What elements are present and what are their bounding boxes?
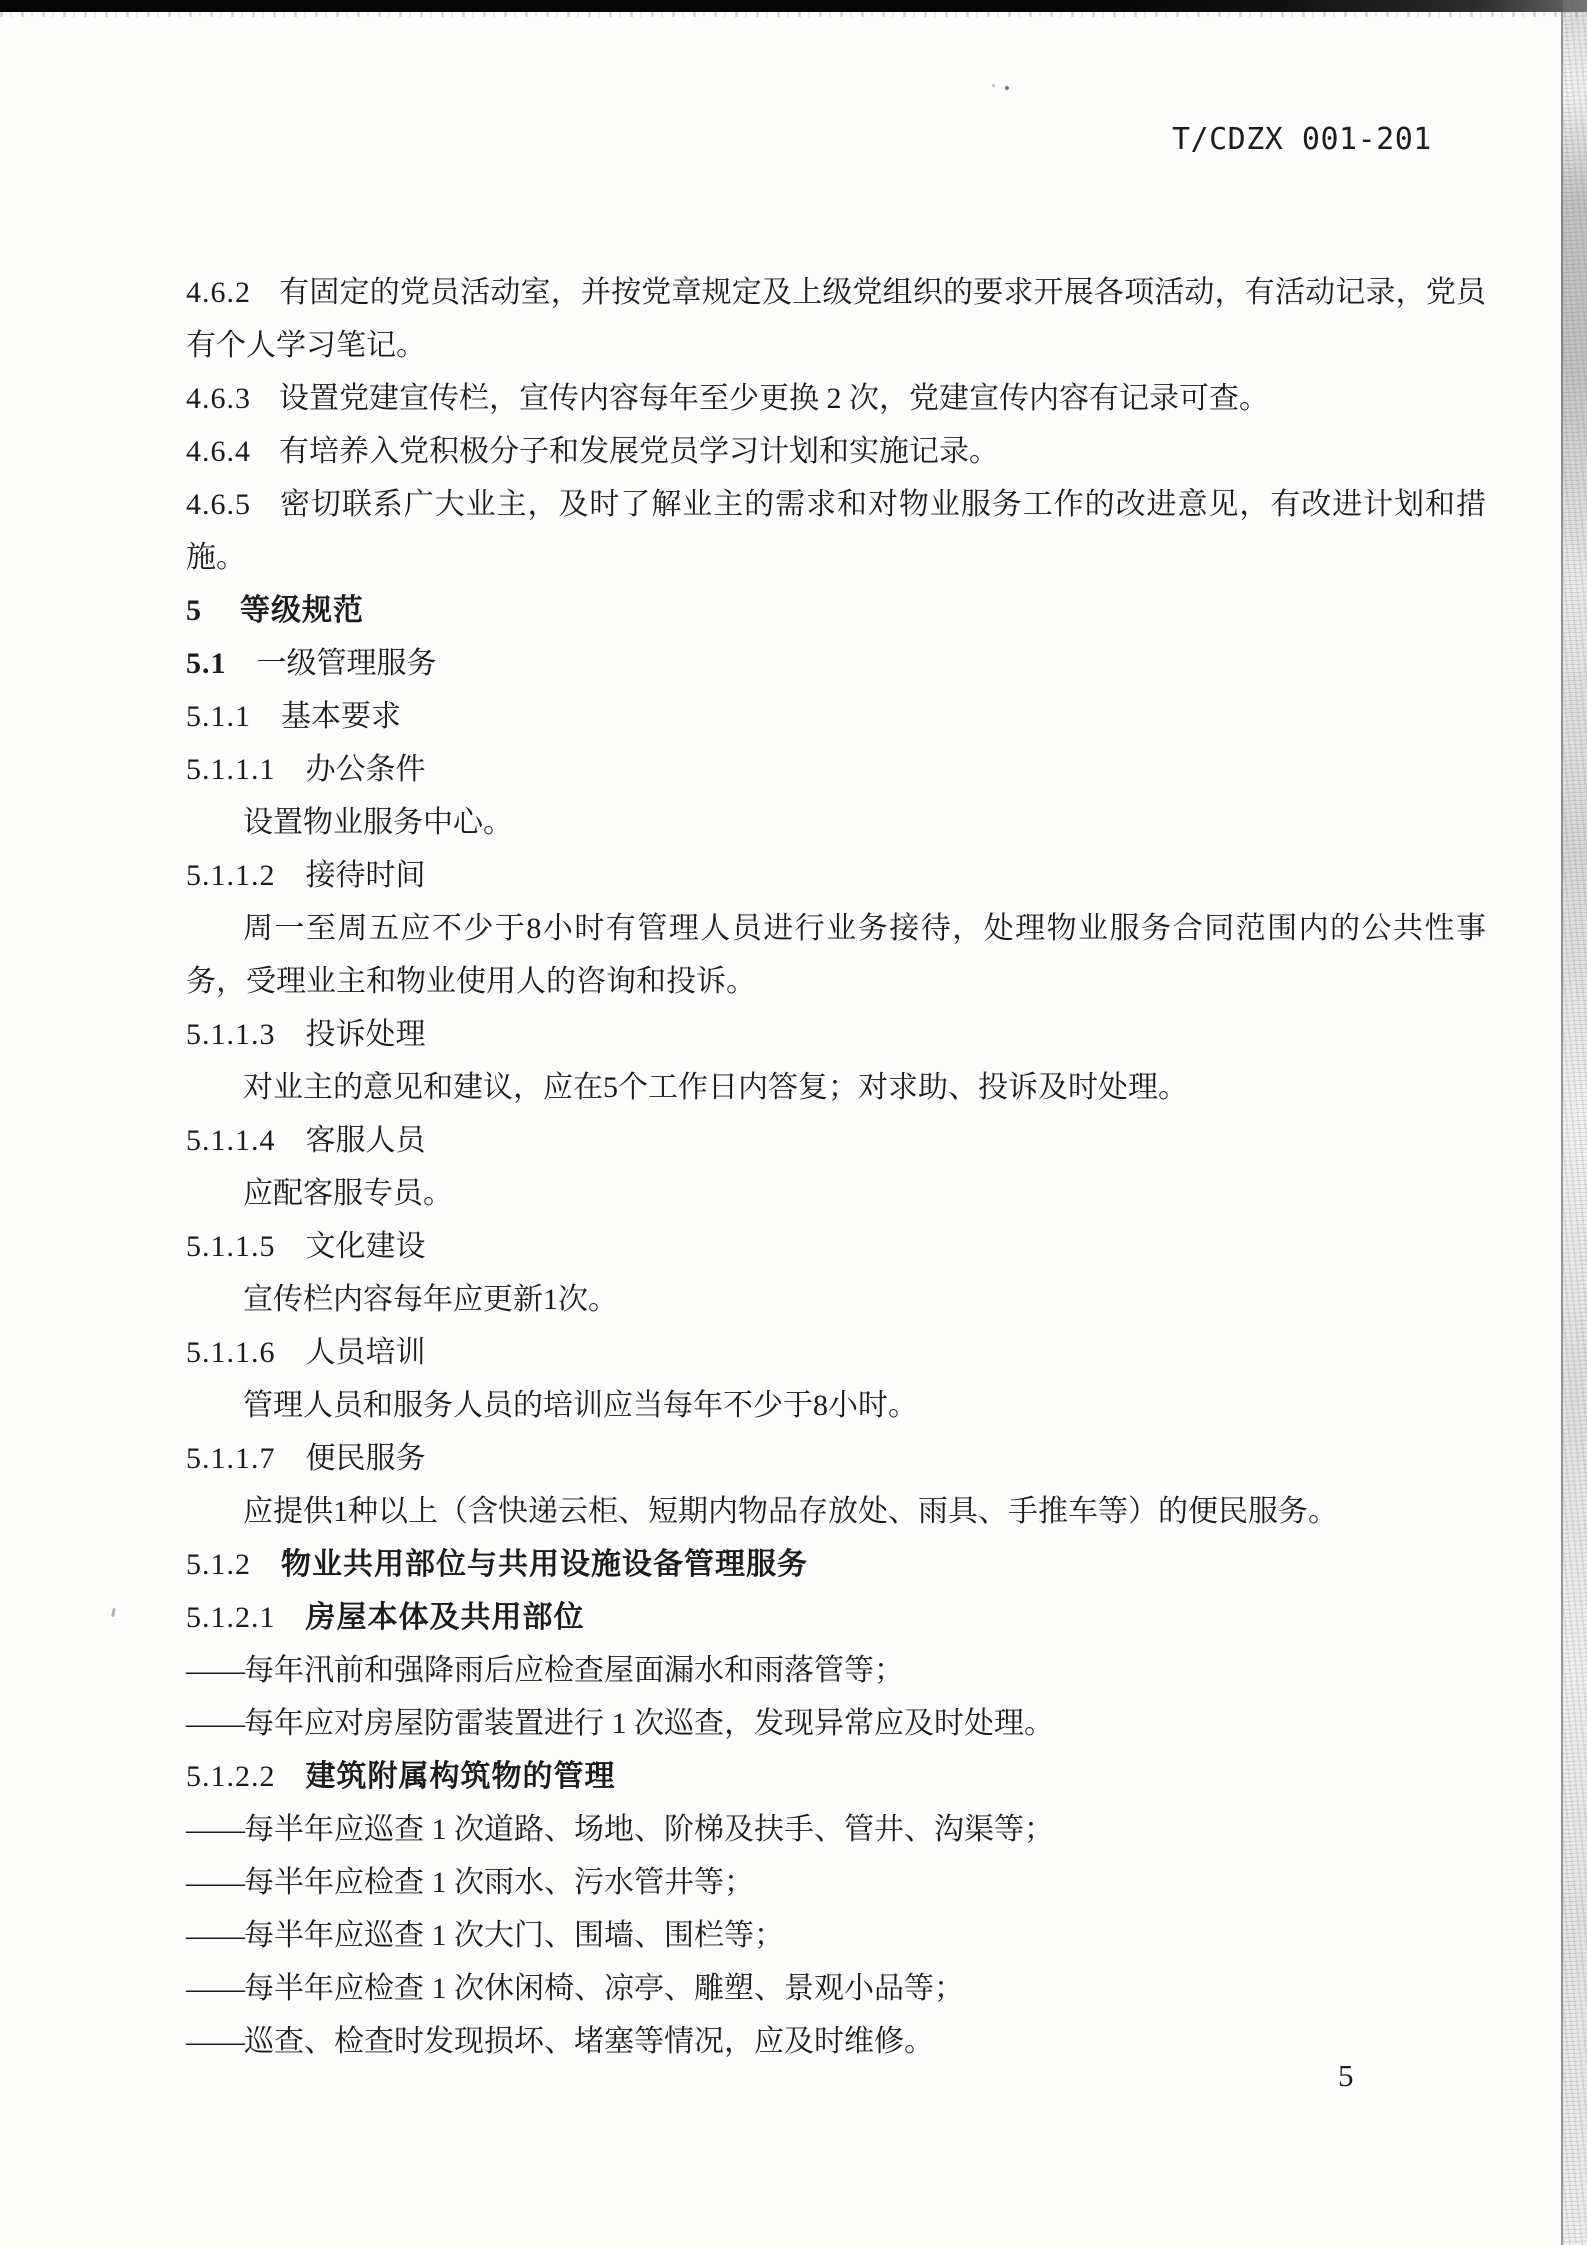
dash-item	[186, 1644, 1486, 1697]
body-paragraph	[186, 1167, 1486, 1220]
dash-item	[186, 1962, 1486, 2015]
dash-prefix: ——	[186, 1707, 244, 1740]
paragraph-text: 应提供1种以上（含快递云柜、短期内物品存放处、雨具、手推车等）的便民服务。	[243, 1495, 1338, 1528]
paragraph-text: 有固定的党员活动室，并按党章规定及上级党组织的要求开展各项活动，有活动记录，党员有个人学习笔记。	[186, 276, 1486, 362]
paragraph-text: 管理人员和服务人员的培训应当每年不少于8小时。	[243, 1389, 918, 1422]
paragraph-text: 人员培训	[305, 1336, 426, 1369]
section-heading	[186, 1114, 1486, 1167]
paragraph-text: 等级规范	[240, 594, 364, 627]
clause-number: 4.6.5	[186, 488, 251, 521]
section-heading	[186, 637, 1486, 690]
clause-number: 5.1.2.1	[186, 1601, 276, 1634]
paragraph-text: 设置党建宣传栏，宣传内容每年至少更换 2 次，党建宣传内容有记录可查。	[279, 382, 1269, 415]
paragraph-text: 一级管理服务	[256, 647, 437, 680]
paragraph-text: 客服人员	[305, 1124, 426, 1157]
dash-item	[186, 1803, 1486, 1856]
dash-prefix: ——	[186, 2025, 244, 2058]
dash-item	[186, 1856, 1486, 1909]
paragraph-text: 有培养入党积极分子和发展党员学习计划和实施记录。	[279, 435, 999, 468]
clause-number: 5.1.1.5	[186, 1230, 276, 1263]
clause-number: 5.1.1.3	[186, 1018, 276, 1051]
paragraph-text: 密切联系广大业主，及时了解业主的需求和对物业服务工作的改进意见，有改进计划和措施。	[186, 488, 1486, 574]
scan-top-edge-artifact	[0, 0, 1587, 12]
paragraph-text: 应配客服专员。	[243, 1177, 453, 1210]
paragraph-text: 每年应对房屋防雷装置进行 1 次巡查，发现异常应及时处理。	[244, 1707, 1054, 1740]
section-heading	[186, 1008, 1486, 1061]
section-heading	[186, 1432, 1486, 1485]
paragraph-text: 基本要求	[281, 700, 401, 733]
paragraph-text: 物业共用部位与共用设施设备管理服务	[281, 1548, 808, 1581]
paragraph-text: 设置物业服务中心。	[243, 806, 513, 839]
paragraph-text: 文化建设	[305, 1230, 426, 1263]
clause-number: 5	[186, 594, 202, 627]
paragraph-text: 巡查、检查时发现损坏、堵塞等情况，应及时维修。	[244, 2025, 934, 2058]
dash-prefix: ——	[186, 1972, 244, 2005]
clause-number: 5.1.1	[186, 700, 251, 733]
clause-number: 4.6.2	[186, 276, 251, 309]
scan-speck	[992, 84, 995, 87]
clause-number: 5.1.2	[186, 1548, 251, 1581]
page-number: 5	[1338, 2058, 1354, 2093]
dash-item	[186, 1909, 1486, 1962]
clause-paragraph	[186, 372, 1486, 425]
paragraph-text: 周一至周五应不少于8小时有管理人员进行业务接待，处理物业服务合同范围内的公共性事务，受理业主和物业使用人的咨询和投诉。	[186, 912, 1486, 998]
dash-item	[186, 1697, 1486, 1750]
standard-code-header: T/CDZX 001-201	[1172, 122, 1432, 157]
paragraph-text: 办公条件	[305, 753, 426, 786]
dash-item	[186, 2015, 1486, 2068]
section-heading	[186, 690, 1486, 743]
clause-number: 5.1	[186, 647, 227, 680]
paragraph-text: 房屋本体及共用部位	[305, 1601, 585, 1634]
clause-paragraph	[186, 478, 1486, 584]
clause-number: 4.6.3	[186, 382, 251, 415]
clause-number: 5.1.2.2	[186, 1760, 276, 1793]
clause-number: 5.1.1.1	[186, 753, 276, 786]
body-paragraph	[186, 1379, 1486, 1432]
body-paragraph	[186, 1485, 1486, 1538]
paragraph-text: 每半年应巡查 1 次道路、场地、阶梯及扶手、管井、沟渠等；	[244, 1813, 1054, 1846]
document-content	[186, 266, 1486, 2068]
scan-speck	[111, 1608, 116, 1617]
paragraph-text: 建筑附属构筑物的管理	[305, 1760, 616, 1793]
paragraph-text: 每半年应检查 1 次休闲椅、凉亭、雕塑、景观小品等；	[244, 1972, 964, 2005]
body-paragraph	[186, 796, 1486, 849]
scan-speck	[1005, 86, 1009, 90]
scan-right-edge-artifact	[1561, 0, 1587, 2245]
section-heading	[186, 743, 1486, 796]
clause-number: 4.6.4	[186, 435, 251, 468]
clause-paragraph	[186, 425, 1486, 478]
paragraph-text: 每半年应巡查 1 次大门、围墙、围栏等；	[244, 1919, 784, 1952]
clause-paragraph	[186, 266, 1486, 372]
body-paragraph	[186, 1061, 1486, 1114]
section-heading	[186, 1538, 1486, 1591]
clause-number: 5.1.1.2	[186, 859, 276, 892]
body-paragraph	[186, 902, 1486, 1008]
paragraph-text: 接待时间	[305, 859, 426, 892]
dash-prefix: ——	[186, 1813, 244, 1846]
paragraph-text: 便民服务	[305, 1442, 426, 1475]
dash-prefix: ——	[186, 1654, 244, 1687]
section-heading	[186, 1220, 1486, 1273]
clause-number: 5.1.1.6	[186, 1336, 276, 1369]
clause-number: 5.1.1.7	[186, 1442, 276, 1475]
body-paragraph	[186, 1273, 1486, 1326]
clause-number: 5.1.1.4	[186, 1124, 276, 1157]
section-heading	[186, 1750, 1486, 1803]
paragraph-text: 每年汛前和强降雨后应检查屋面漏水和雨落管等；	[244, 1654, 904, 1687]
dash-prefix: ——	[186, 1866, 244, 1899]
section-heading	[186, 849, 1486, 902]
paragraph-text: 每半年应检查 1 次雨水、污水管井等；	[244, 1866, 754, 1899]
paragraph-text: 对业主的意见和建议，应在5个工作日内答复；对求助、投诉及时处理。	[243, 1071, 1188, 1104]
paragraph-text: 宣传栏内容每年应更新1次。	[243, 1283, 618, 1316]
section-heading	[186, 1326, 1486, 1379]
paragraph-text: 投诉处理	[305, 1018, 426, 1051]
dash-prefix: ——	[186, 1919, 244, 1952]
section-heading	[186, 584, 1486, 637]
section-heading	[186, 1591, 1486, 1644]
